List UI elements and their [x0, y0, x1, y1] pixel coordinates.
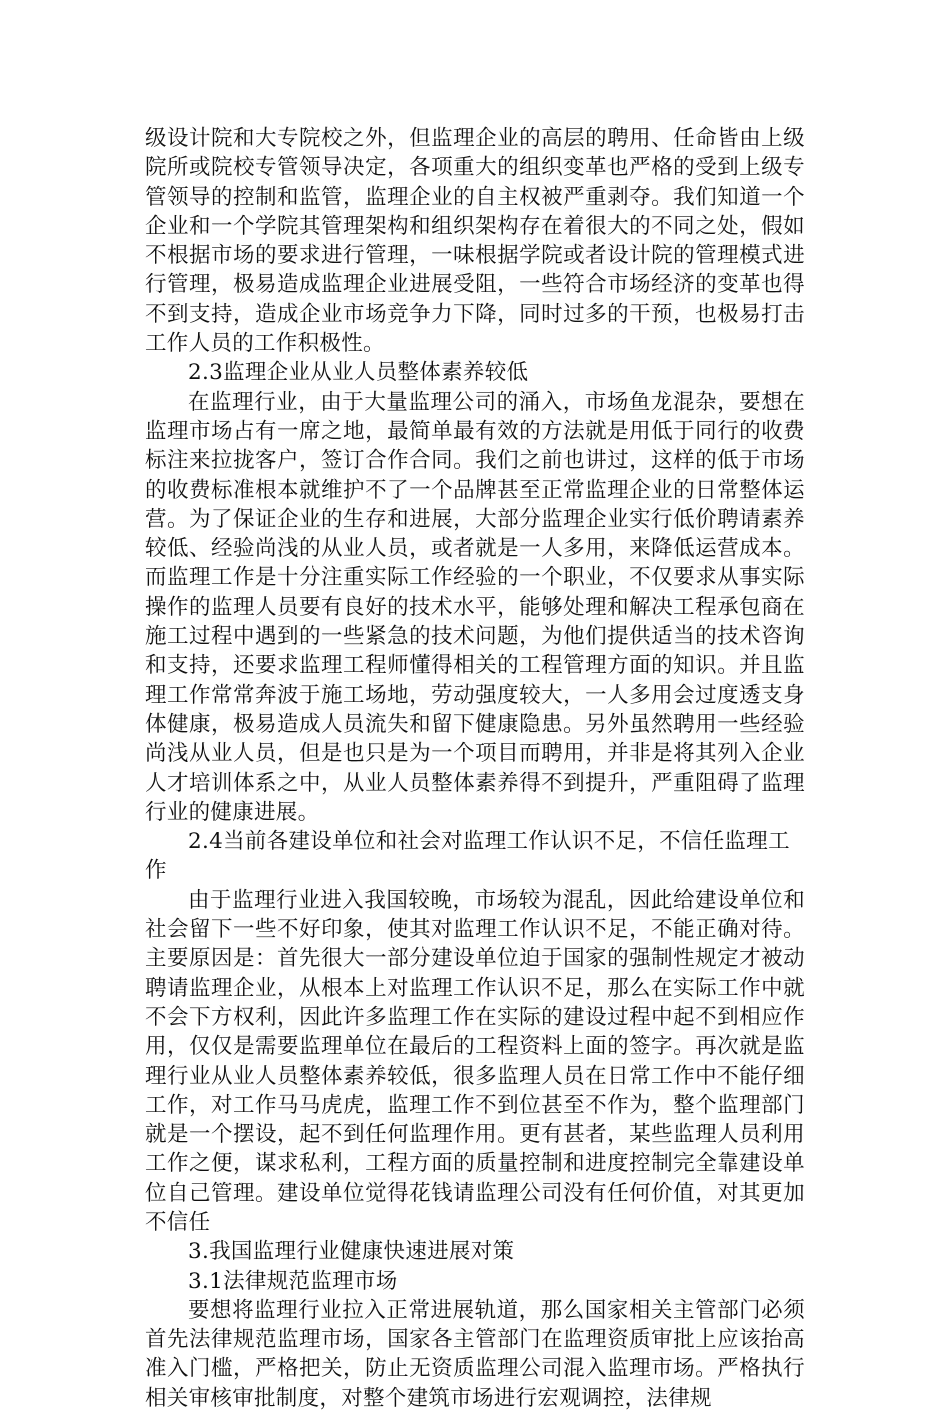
paragraph-2-4-body: 由于监理行业进入我国较晚，市场较为混乱，因此给建设单位和社会留下一些不好印象，使其对监理工作认识不足，不能正确对待。主要原因是：首先很大一部分建设单位迫于国家的强制性规定才被动聘请监理企业，从根本上对监理工作认识不足，那么在实际工作中就不会下方权利，因此许多监理工作在实际的建设过程中起不到相应作用，仅仅是需要监理单位在最后的工程资料上面的签字。再次就是监理行业从业人员整体素养较低，很多监理人员在日常工作中不能仔细工作，对工作马马虎虎，监理工作不到位甚至不作为，整个监理部门就是一个摆设，起不到任何监理作用。更有甚者，某些监理人员利用工作之便，谋求私利，工程方面的质量控制和进度控制完全靠建设单位自己管理。建设单位觉得花钱请监理公司没有任何价值，对其更加不信任 — [145, 887, 805, 1235]
section-heading-3: 3.我国监理行业健康快速进展对策 — [188, 1239, 515, 1265]
paragraph-continued: 级设计院和大专院校之外，但监理企业的高层的聘用、任命皆由上级院所或院校专管领导决定，各项重大的组织变革也严格的受到上级专管领导的控制和监管，监理企业的自主权被严重剥夺。我们知道一个企业和一个学院其管理架构和组织架构存在着很大的不同之处，假如不根据市场的要求进行管理，一味根据学院或者设计院的管理模式进行管理，极易造成监理企业进展受阻，一些符合市场经济的变革也得不到支持，造成企业市场竞争力下降，同时过多的干预，也极易打击工作人员的工作积极性。 — [145, 126, 805, 357]
paragraph-3-1-body: 要想将监理行业拉入正常进展轨道，那么国家相关主管部门必须首先法律规范监理市场，国家各主管部门在监理资质审批上应该抬高准入门槛，严格把关，防止无资质监理公司混入监理市场。严格执行相关审核审批制度，对整个建筑市场进行宏观调控，法律规 — [145, 1297, 805, 1411]
document-page — [145, 124, 805, 1413]
section-heading-3-1: 3.1法律规范监理市场 — [188, 1268, 398, 1294]
paragraph-2-3-body: 在监理行业，由于大量监理公司的涌入，市场鱼龙混杂，要想在监理市场占有一席之地，最简单最有效的方法就是用低于同行的收费标注来拉拢客户，签订合作合同。我们之前也讲过，这样的低于市场的收费标准根本就维护不了一个品牌甚至正常监理企业的日常整体运营。为了保证企业的生存和进展，大部分监理企业实行低价聘请素养较低、经验尚浅的从业人员，或者就是一人多用，来降低运营成本。而监理工作是十分注重实际工作经验的一个职业，不仅要求从事实际操作的监理人员要有良好的技术水平，能够处理和解决工程承包商在施工过程中遇到的一些紧急的技术问题，为他们提供适当的技术咨询和支持，还要求监理工程师懂得相关的工程管理方面的知识。并且监理工作常常奔波于施工场地，劳动强度较大，一人多用会过度透支身体健康，极易造成人员流失和留下健康隐患。另外虽然聘用一些经验尚浅从业人员，但是也只是为一个项目而聘用，并非是将其列入企业人才培训体系之中，从业人员整体素养得不到提升，严重阻碍了监理行业的健康进展。 — [145, 389, 805, 825]
section-heading-2-3: 2.3监理企业从业人员整体素养较低 — [188, 360, 529, 386]
section-heading-2-4: 2.4当前各建设单位和社会对监理工作认识不足，不信任监理工作 — [145, 829, 790, 884]
